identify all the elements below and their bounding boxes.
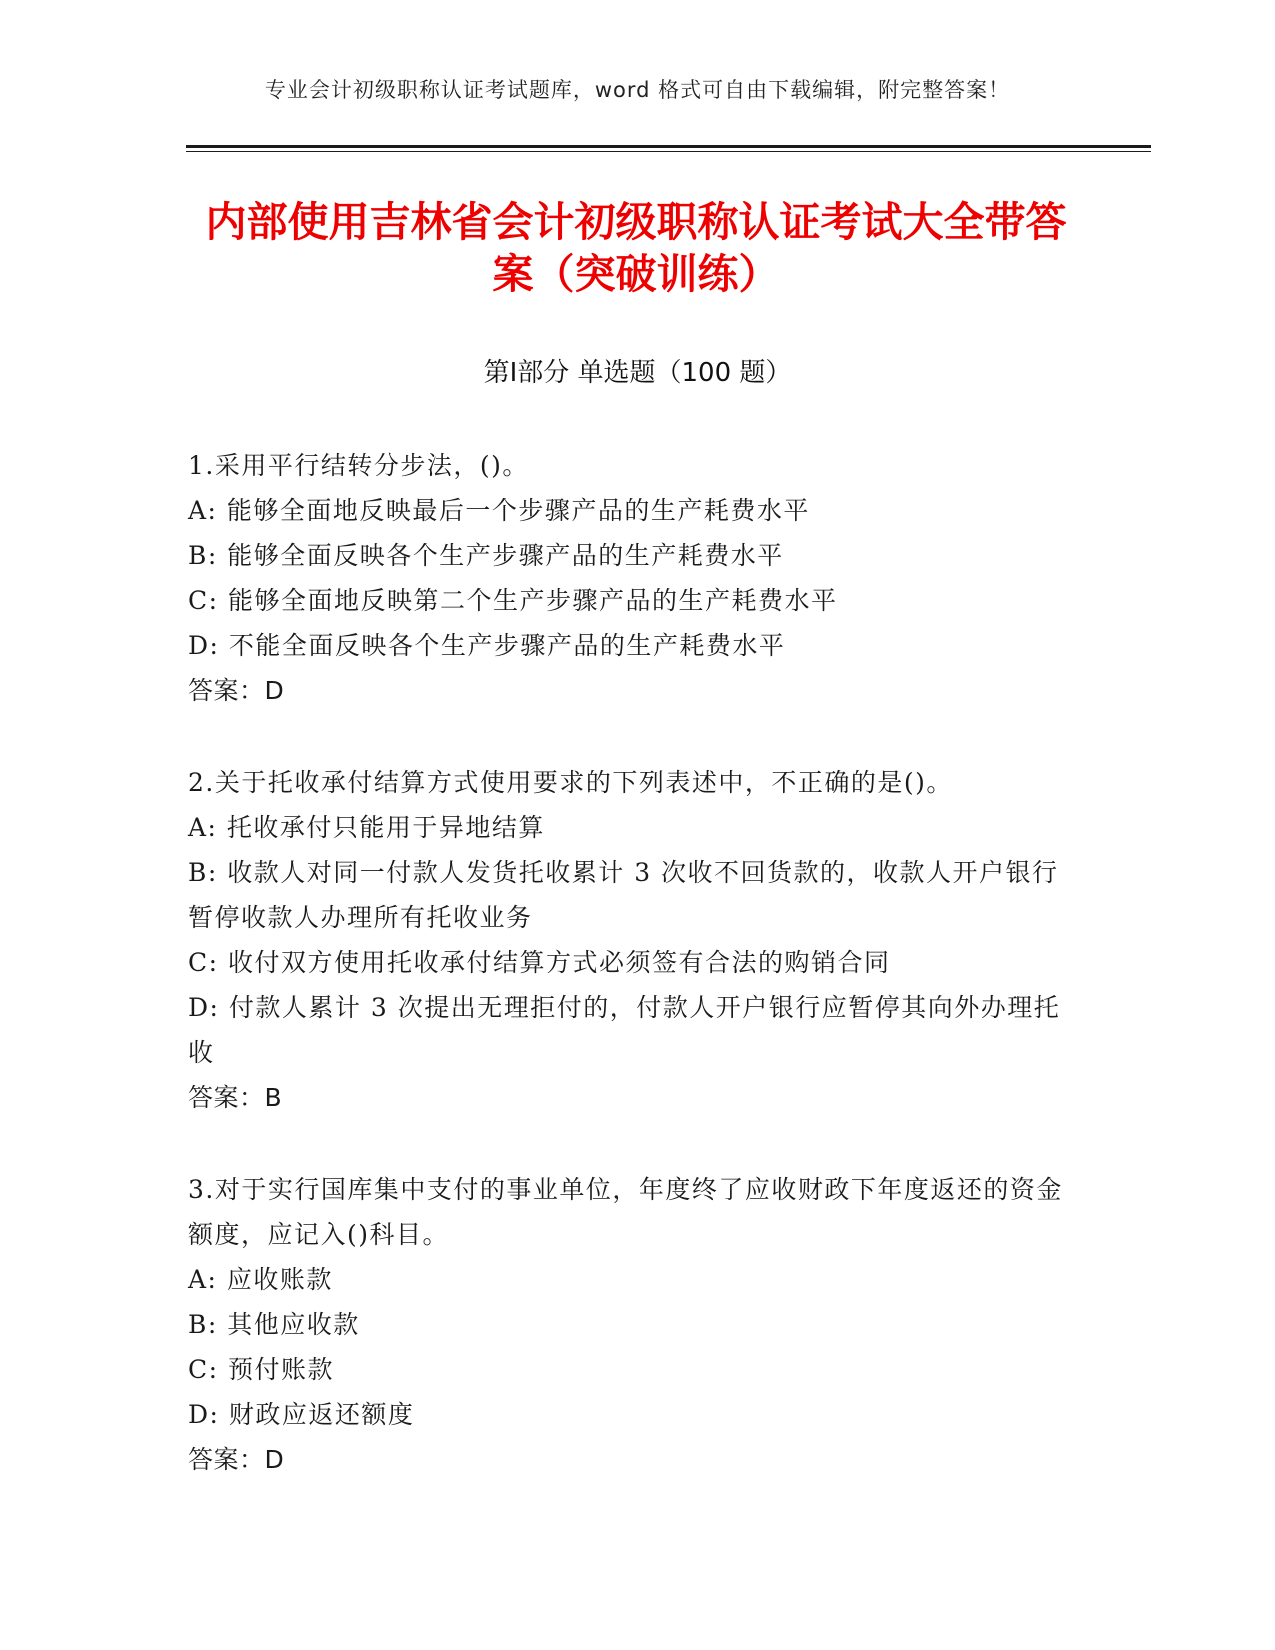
option-d: D: 不能全面反映各个生产步骤产品的生产耗费水平	[188, 631, 786, 660]
option-a: A: 托收承付只能用于异地结算	[188, 813, 545, 842]
answer: 答案：B	[188, 1083, 283, 1112]
header-rule-thin	[186, 151, 1151, 152]
header-note: 专业会计初级职称认证考试题库，word 格式可自由下载编辑，附完整答案！	[264, 78, 1011, 102]
option-b: B: 收款人对同一付款人发货托收累计 3 次收不回货款的，收款人开户银行暂停收款人办理所有托收业务	[188, 858, 1059, 932]
question-stem: 2.关于托收承付结算方式使用要求的下列表述中，不正确的是()。	[188, 768, 953, 797]
option-b: B: 能够全面反映各个生产步骤产品的生产耗费水平	[188, 541, 784, 570]
question-stem: 3.对于实行国库集中支付的事业单位，年度终了应收财政下年度返还的资金额度，应记入()科目。	[188, 1175, 1063, 1249]
question-list	[188, 443, 1068, 1529]
question-1	[188, 443, 1068, 713]
question-3	[188, 1167, 1068, 1482]
option-d: D: 付款人累计 3 次提出无理拒付的，付款人开户银行应暂停其向外办理托收	[188, 993, 1061, 1067]
answer: 答案：D	[188, 1445, 285, 1474]
option-c: C: 能够全面地反映第二个生产步骤产品的生产耗费水平	[188, 586, 838, 615]
question-stem: 1.采用平行结转分步法，()。	[188, 451, 529, 480]
answer: 答案：D	[188, 676, 285, 705]
document-title: 内部使用吉林省会计初级职称认证考试大全带答案（突破训练）	[205, 198, 1067, 298]
option-c: C: 预付账款	[188, 1355, 334, 1384]
option-d: D: 财政应返还额度	[188, 1400, 415, 1429]
option-a: A: 能够全面地反映最后一个步骤产品的生产耗费水平	[188, 496, 810, 525]
option-c: C: 收付双方使用托收承付结算方式必须签有合法的购销合同	[188, 948, 891, 977]
section-heading: 第Ⅰ部分 单选题（100 题）	[483, 358, 792, 388]
header-rule-thick	[186, 145, 1151, 148]
question-2	[188, 760, 1068, 1120]
option-a: A: 应收账款	[188, 1265, 333, 1294]
option-b: B: 其他应收款	[188, 1310, 360, 1339]
